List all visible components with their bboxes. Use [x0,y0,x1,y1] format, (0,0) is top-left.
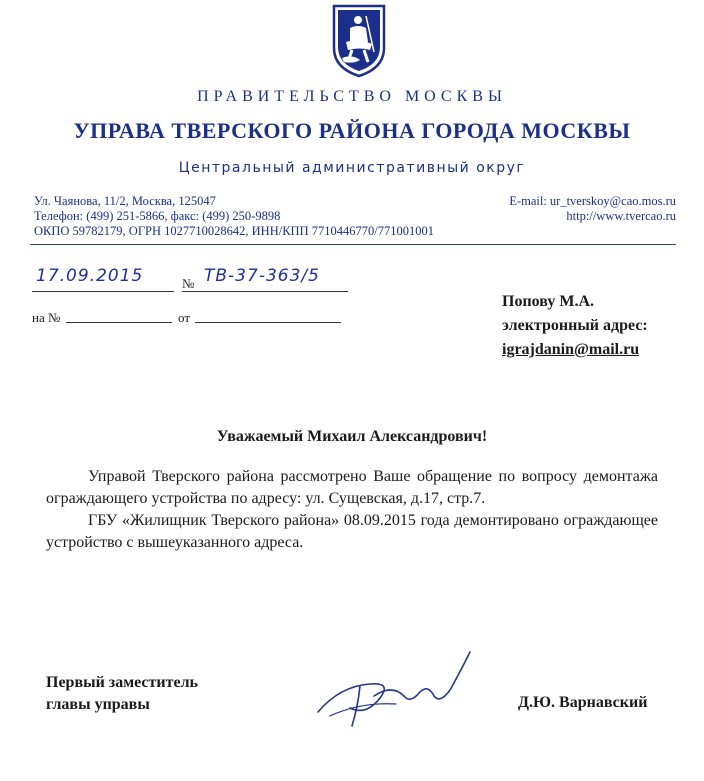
date-underline [32,291,174,292]
number-underline [182,291,348,292]
email-text: E-mail: ur_tverskoy@cao.mos.ru [509,194,676,208]
registration-number: ТВ-37-363/5 [204,266,320,286]
signatory-title [46,672,198,716]
contacts-left-block [34,194,434,239]
signatory-name: Д.Ю. Варнавский [518,694,648,711]
government-title: ПРАВИТЕЛЬСТВО МОСКВЫ [197,88,507,105]
header-divider [30,244,676,245]
website-link[interactable]: http://www.tvercao.ru [566,209,676,223]
number-label: № [182,276,195,291]
moscow-coat-of-arms-icon [330,2,388,78]
letter-body [46,466,658,554]
from-label: от [178,310,191,325]
district-subtitle: Центральный административный округ [178,160,526,176]
handwritten-signature [300,646,480,734]
paragraph-2: ГБУ «Жилищник Тверского района» 08.09.2015 года демонтировано ограждающее устройство с вышеуказанного адреса. [46,512,658,551]
reference-label: на № [32,310,61,325]
phone-text: Телефон: (499) 251-5866, факс: (499) 250-9898 [34,209,281,223]
contacts-right-block [509,194,676,224]
registration-date: 17.09.2015 [36,266,144,286]
from-underline [195,322,341,323]
paragraph-1: Управой Тверского района рассмотрено Ваше обращение по вопросу демонтажа ограждающего устройства по адресу: ул. Сущевская, д.17, стр.7. [46,468,658,507]
recipient-name: Попову М.А. [502,293,595,310]
recipient-block [502,290,648,362]
organization-title: УПРАВА ТВЕРСКОГО РАЙОНА ГОРОДА МОСКВЫ [73,118,631,143]
signatory-title-line-1: Первый заместитель [46,674,198,691]
address-text: Ул. Чаянова, 11/2, Москва, 125047 [34,194,216,208]
recipient-email[interactable]: igrajdanin@mail.ru [502,341,640,358]
codes-text: ОКПО 59782179, ОГРН 1027710028642, ИНН/КПП 7710446770/771001001 [34,224,434,238]
signatory-title-line-2: главы управы [46,696,150,713]
recipient-email-label: электронный адрес: [502,317,648,334]
greeting: Уважаемый Михаил Александрович! [216,428,488,445]
reference-underline [66,322,172,323]
